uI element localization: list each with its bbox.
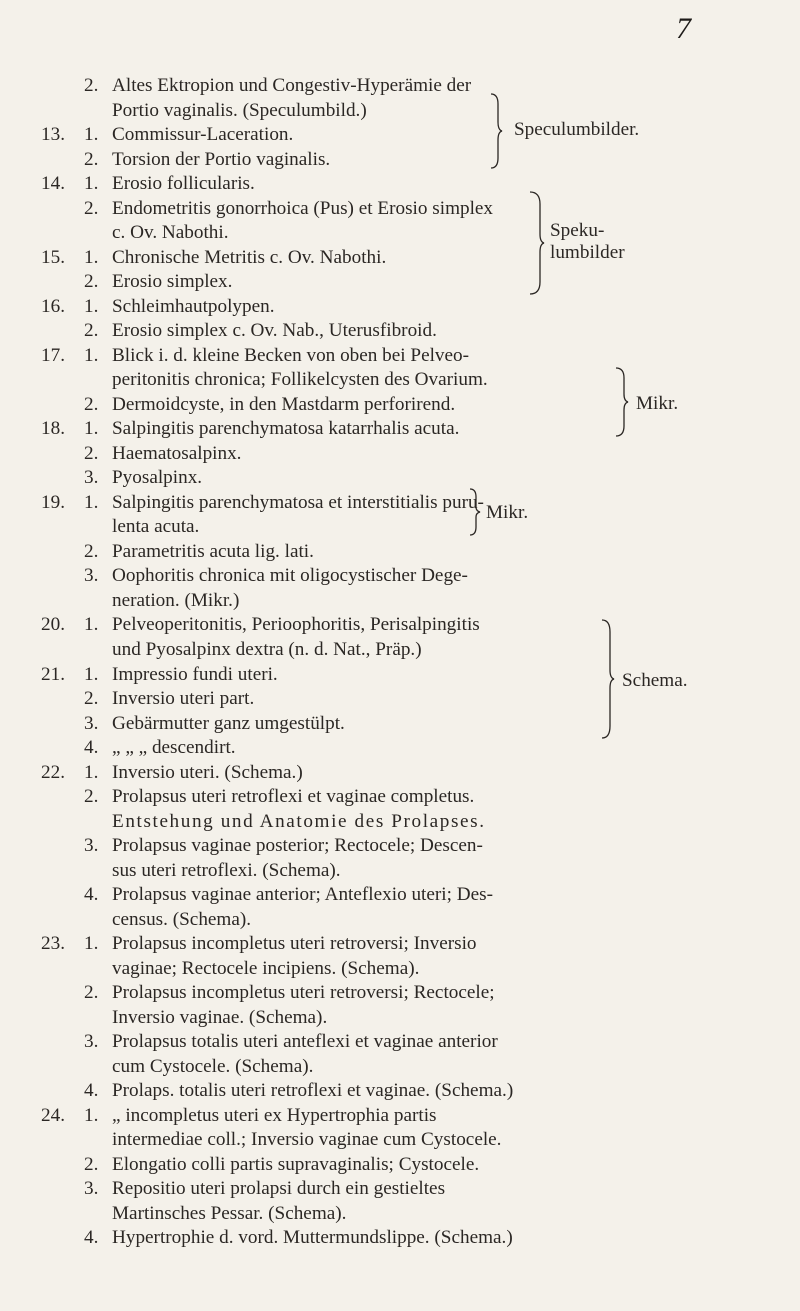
figure-number: 2. [84,75,99,96]
figure-caption: Impressio fundi uteri. [112,663,278,685]
figure-caption: Torsion der Portio vaginalis. [112,148,331,170]
figure-number: 2. [84,786,99,808]
figure-caption: Entstehung und Anatomie des Prolapses. [112,810,486,832]
figure-caption: Hypertrophie d. vord. Muttermundslippe. (Schema.) [112,1227,513,1249]
figure-number: 1. [84,761,99,783]
figure-caption: Schleimhautpolypen. [112,295,275,317]
figure-caption: „ incompletus uteri ex Hypertrophia partis [112,1104,437,1126]
plate-number: 16. [41,295,65,317]
plate-number: 21. [41,663,65,685]
figure-caption: Parametritis acuta lig. lati. [112,540,314,562]
brace-mikr-18 [614,366,630,438]
page-number: 7 [676,12,691,45]
figure-number: 1. [84,491,99,513]
figure-caption: Inversio uteri part. [112,688,255,709]
figure-number: 3. [84,1031,99,1053]
figure-number: 1. [84,933,99,955]
figure-number: 1. [84,418,99,440]
bracket-label-mikr-18: Mikr. [636,393,679,414]
brace-mikr-19 [468,487,482,537]
plate-number: 17. [41,344,65,366]
figure-caption: Chronische Metritis c. Ov. Nabothi. [112,246,387,268]
figure-number: 3. [84,565,99,587]
figure-caption: cum Cystocele. (Schema). [112,1055,314,1077]
figure-number: 2. [84,320,99,342]
plate-number: 15. [41,246,65,268]
figure-number: 3. [84,712,99,734]
figure-number: 1. [84,663,99,685]
figure-caption: Erosio simplex. [112,271,233,293]
figure-number: 2. [84,540,99,562]
figure-caption: vaginae; Rectocele incipiens. (Schema). [112,957,420,979]
figure-number: 1. [84,124,99,145]
figure-caption: Martinsches Pessar. (Schema). [112,1202,347,1224]
figure-number: 3. [84,835,99,857]
figure-number: 4. [84,1227,99,1249]
figure-number: 2. [84,688,99,709]
figure-number: 1. [84,1104,99,1126]
figure-caption: Prolapsus vaginae posterior; Rectocele; Descen- [112,835,483,857]
figure-caption: Pelveoperitonitis, Perioophoritis, Perisalpingitis [112,614,480,636]
bracket-label-lumbilder: lumbilder [550,242,625,263]
figure-caption: „ „ „ descendirt. [112,737,236,758]
plate-number: 19. [41,491,65,513]
figure-number: 4. [84,737,99,758]
figure-caption: Inversio uteri. (Schema.) [112,761,303,783]
plate-number: 14. [41,173,65,195]
figure-number: 4. [84,1080,99,1102]
plate-number: 13. [41,124,65,145]
figure-caption: Repositio uteri prolapsi durch ein gestieltes [112,1178,446,1200]
plate-number: 20. [41,614,65,636]
bracket-label-schema-21: Schema. [622,670,688,691]
brace-spekulumbilder [528,190,546,296]
figure-caption: Dermoidcyste, in den Mastdarm perforirend. [112,393,456,415]
figure-caption: sus uteri retroflexi. (Schema). [112,859,341,881]
plate-number: 18. [41,418,65,440]
bracket-label-speculumbilder: Speculumbilder. [514,119,640,140]
figure-number: 2. [84,982,99,1004]
figure-number: 3. [84,1178,99,1200]
brace-speculumbilder [488,92,504,170]
figure-caption: und Pyosalpinx dextra (n. d. Nat., Präp.) [112,639,422,660]
plate-number: 22. [41,761,65,783]
figure-caption: intermediae coll.; Inversio vaginae cum Cystocele. [112,1129,502,1151]
figure-number: 1. [84,246,99,268]
figure-caption: Oophoritis chronica mit oligocystischer Dege- [112,565,468,587]
figure-caption: census. (Schema). [112,908,252,930]
figure-caption: Blick i. d. kleine Becken von oben bei Pelveo- [112,344,470,366]
figure-caption: Haematosalpinx. [112,442,242,464]
figure-caption: Erosio simplex c. Ov. Nab., Uterusfibroid. [112,320,437,342]
figure-number: 3. [84,467,99,489]
figure-caption: Commissur-Laceration. [112,124,294,145]
figure-caption: Endometritis gonorrhoica (Pus) et Erosio simplex [112,197,494,219]
figure-number: 2. [84,197,99,219]
figure-number: 2. [84,148,99,170]
figure-number: 1. [84,344,99,366]
bracket-label-mikr-19: Mikr. [486,502,529,523]
plate-number: 24. [41,1104,65,1126]
figure-number: 2. [84,442,99,464]
figure-caption: Salpingitis parenchymatosa katarrhalis acuta. [112,418,460,440]
figure-caption: Inversio vaginae. (Schema). [112,1006,328,1028]
figure-number: 2. [84,1153,99,1175]
bracket-label-speku: Speku- [550,220,605,241]
figure-number: 1. [84,295,99,317]
figure-caption: Prolapsus totalis uteri anteflexi et vaginae anterior [112,1031,498,1053]
plate-number: 23. [41,933,65,955]
figure-caption: Pyosalpinx. [112,467,203,489]
figure-number: 1. [84,614,99,636]
figure-caption: Prolapsus uteri retroflexi et vaginae completus. [112,786,475,808]
figure-caption: Gebärmutter ganz umgestülpt. [112,712,345,734]
figure-caption: neration. (Mikr.) [112,589,240,611]
figure-caption: c. Ov. Nabothi. [112,222,229,244]
figure-number: 4. [84,884,99,906]
brace-schema-21 [600,618,616,740]
figure-caption: Prolapsus incompletus uteri retroversi; Rectocele; [112,982,495,1004]
figure-caption: lenta acuta. [112,516,200,538]
figure-caption: Salpingitis parenchymatosa et interstitialis puru- [112,491,484,513]
figure-caption: peritonitis chronica; Follikelcysten des Ovarium. [112,369,488,391]
figure-number: 1. [84,173,99,195]
figure-caption: Portio vaginalis. (Speculumbild.) [112,99,367,121]
figure-number: 2. [84,393,99,415]
figure-number: 2. [84,271,99,293]
figure-caption: Altes Ektropion und Congestiv-Hyperämie der [112,75,472,96]
figure-caption: Erosio follicularis. [112,173,255,195]
figure-caption: Prolapsus vaginae anterior; Anteflexio uteri; Des- [112,884,493,906]
figure-caption: Elongatio colli partis supravaginalis; Cystocele. [112,1153,480,1175]
figure-caption: Prolaps. totalis uteri retroflexi et vaginae. (Schema.) [112,1080,514,1102]
figure-caption: Prolapsus incompletus uteri retroversi; Inversio [112,933,477,955]
